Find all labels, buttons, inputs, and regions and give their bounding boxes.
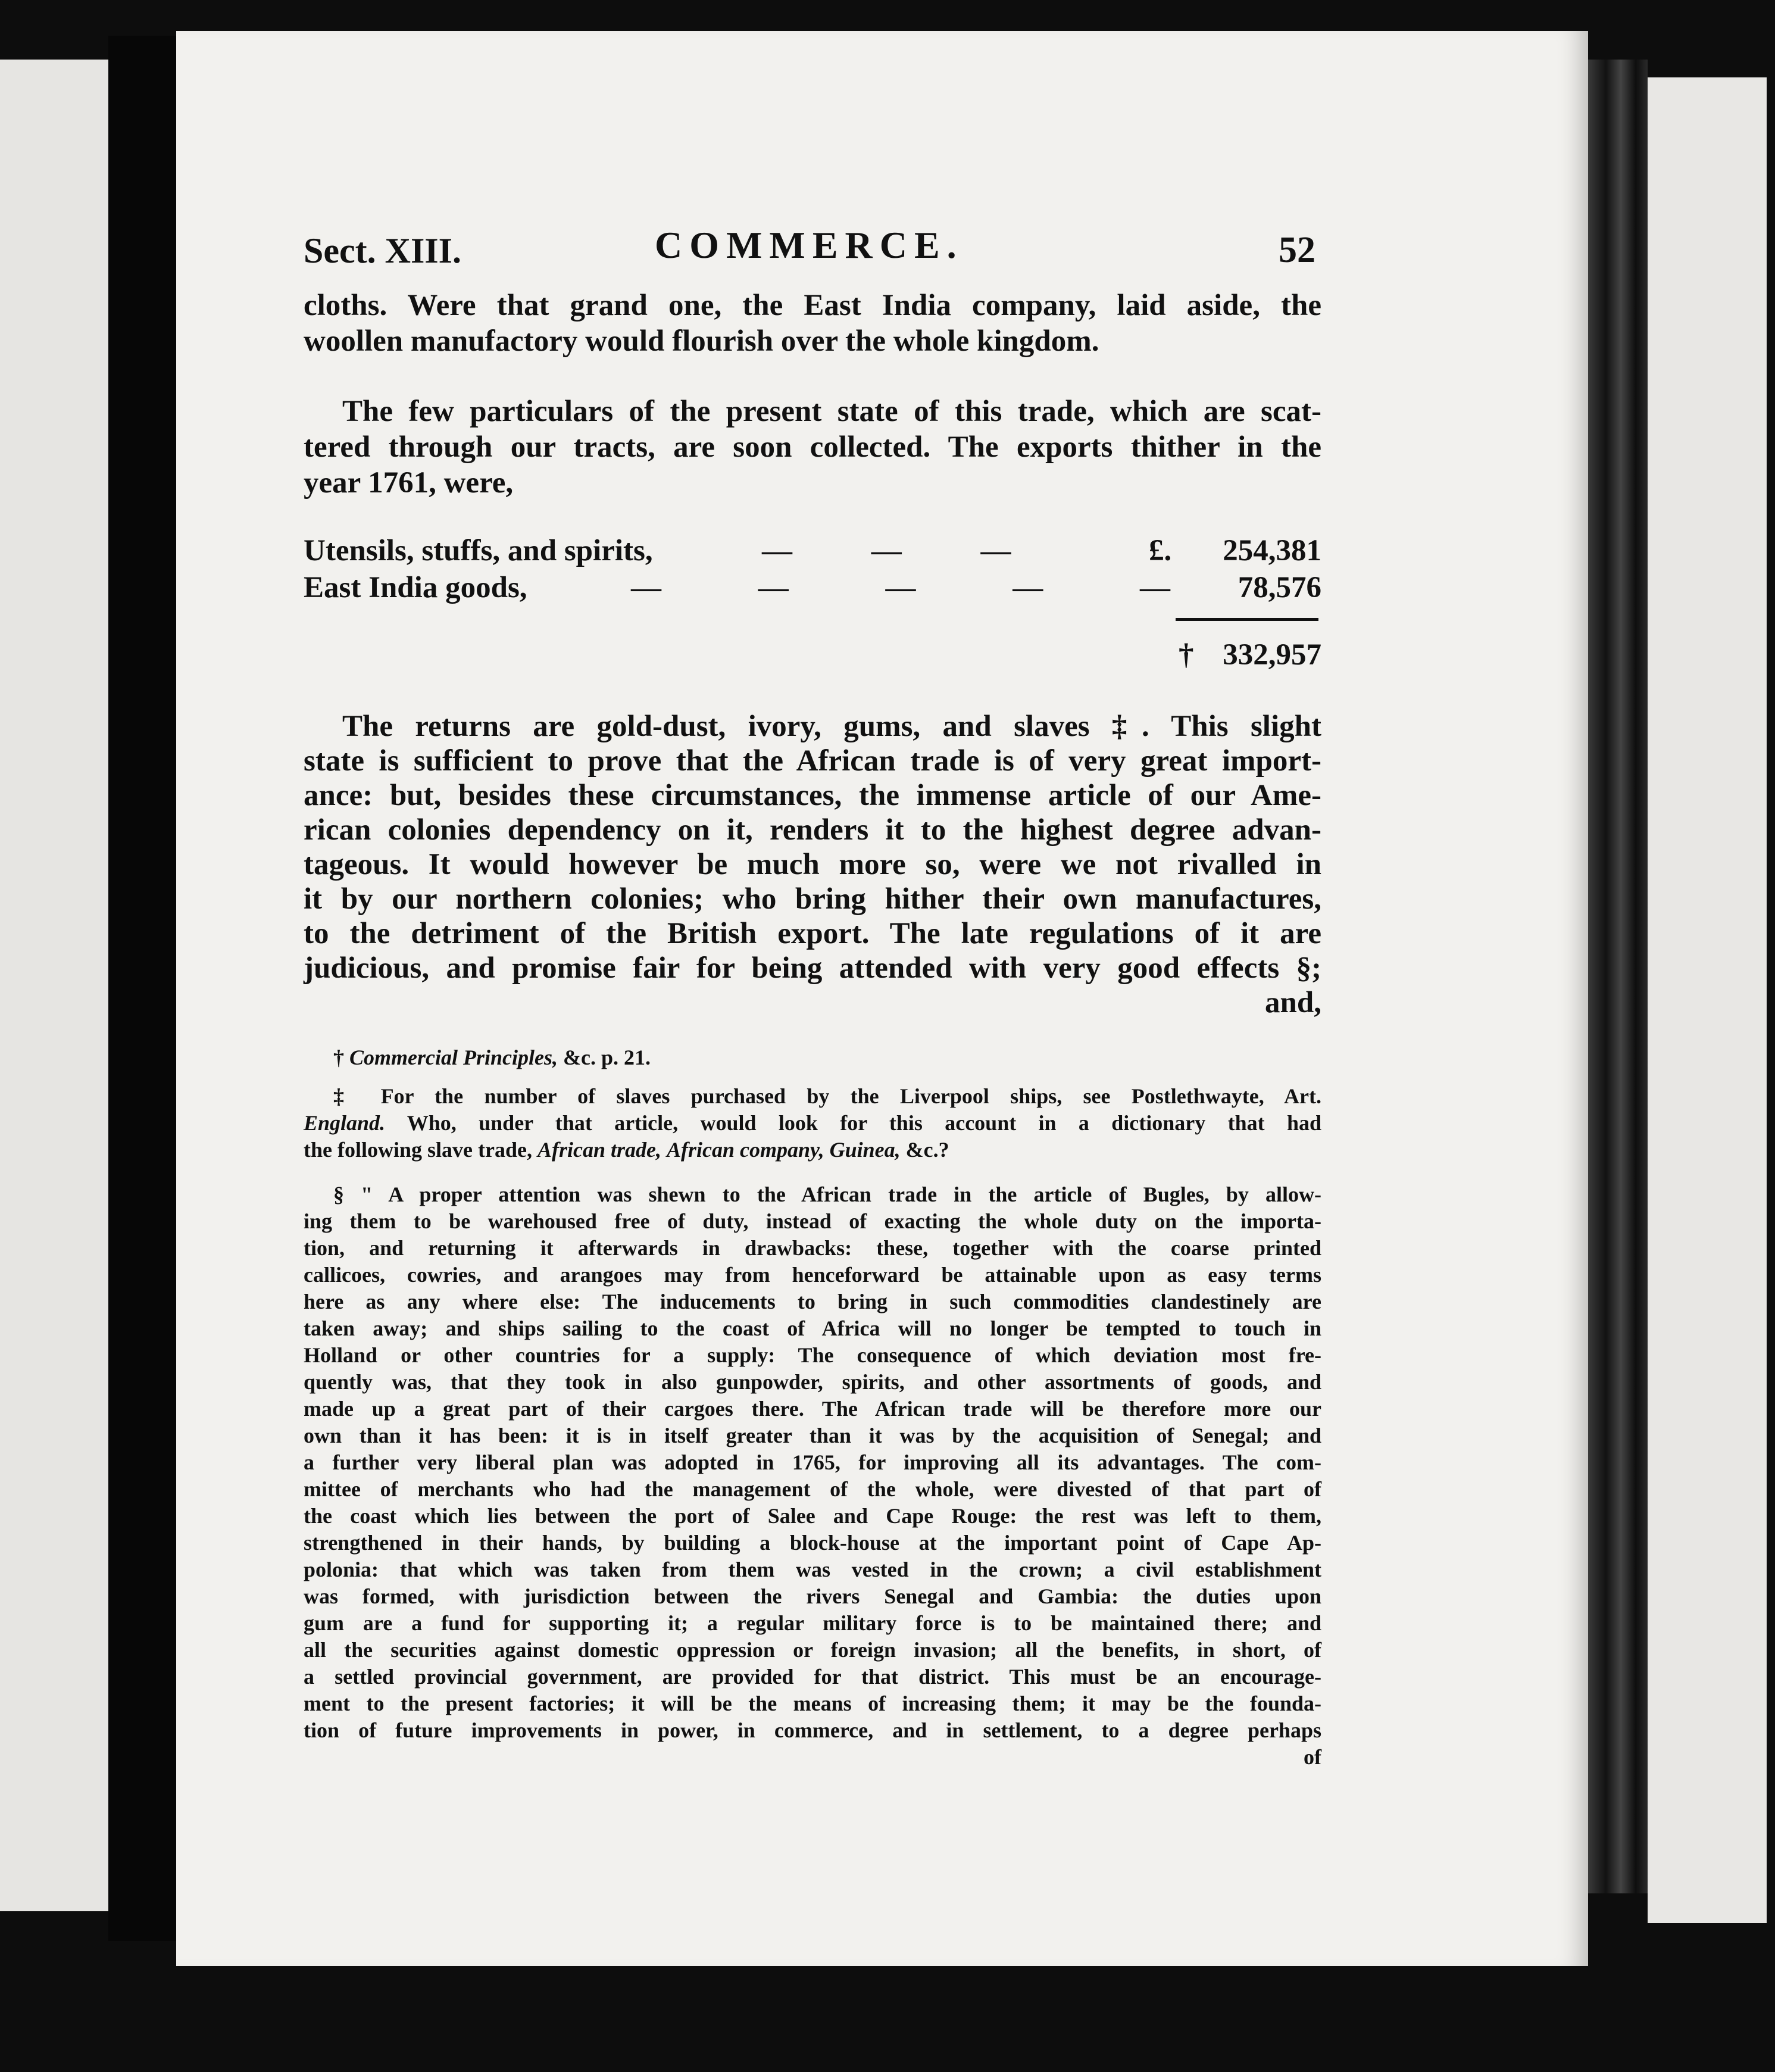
footnote-section-line: taken away; and ships sailing to the coast of Africa will no longer be tempted to touch in xyxy=(304,1316,1321,1340)
running-head xyxy=(304,223,1315,271)
footnote-section-line: ing them to be warehoused free of duty, instead of exacting the whole duty on the importa- xyxy=(304,1209,1321,1233)
export-amount: 78,576 xyxy=(1238,571,1321,604)
previous-page-edge xyxy=(0,60,108,1911)
currency-symbol: £. xyxy=(1149,534,1172,567)
text-line: to the detriment of the British export. The late regulations of it are xyxy=(304,917,1321,950)
page-stack-edge xyxy=(1588,60,1648,1893)
export-total: 332,957 xyxy=(1223,638,1321,672)
text-line: judicious, and promise fair for being attended with very good effects §; xyxy=(304,951,1321,985)
leader-dashes: — — — xyxy=(762,534,1047,567)
export-label: East India goods, xyxy=(304,571,527,604)
running-title: COMMERCE. xyxy=(655,224,964,266)
footnote-title: Commercial Principles, xyxy=(349,1046,558,1069)
text-line: rican colonies dependency on it, renders it to the highest degree advan- xyxy=(304,813,1321,847)
footnote-ddagger-line xyxy=(304,1112,1321,1134)
text-line: tageous. It would however be much more so, were we not rivalled in xyxy=(304,848,1321,881)
footnote-section-line: quently was, that they took in also gunpowder, spirits, and other assortments of goods, and xyxy=(304,1370,1321,1394)
footnote-ddagger-line: ‡ For the number of slaves purchased by the Liverpool ships, see Postlethwayte, Art. xyxy=(333,1084,1321,1108)
footnote-text: the following slave trade, xyxy=(304,1138,532,1162)
footnote-section-line: all the securities against domestic oppression or foreign invasion; all the benefits, in short, of xyxy=(304,1638,1321,1662)
text-line: year 1761, were, xyxy=(304,466,514,500)
catchword: of xyxy=(1304,1745,1321,1769)
text-line: cloths. Were that grand one, the East India company, laid aside, the xyxy=(304,289,1321,322)
footnote-section-line: ment to the present factories; it will be the means of increasing them; it may be the founda- xyxy=(304,1692,1321,1715)
footnote-ddagger-line xyxy=(304,1139,949,1160)
sum-rule xyxy=(1176,618,1318,621)
footnote-section-line: tion, and returning it afterwards in drawbacks: these, together with the coarse printed xyxy=(304,1236,1321,1260)
text-line: The returns are gold-dust, ivory, gums, and slaves ‡. This slight xyxy=(342,710,1321,743)
footnote-section-line: was formed, with jurisdiction between the rivers Senegal and Gambia: the duties upon xyxy=(304,1584,1321,1608)
footnote-text: &c.? xyxy=(905,1138,949,1162)
footnote-section-line: the coast which lies between the port of Salee and Cape Rouge: the rest was left to them, xyxy=(304,1504,1321,1528)
footnote-section-line: own than it has been: it is in itself greater than it was by the acquisition of Senegal; and xyxy=(304,1424,1321,1447)
binding-shadow xyxy=(108,36,176,1941)
text-line: tered through our tracts, are soon collected. The exports thither in the xyxy=(304,430,1321,464)
section-label: Sect. XIII. xyxy=(304,231,461,270)
export-label: Utensils, stuffs, and spirits, xyxy=(304,534,653,567)
italic-term: African trade, xyxy=(537,1138,661,1162)
italic-term: England. xyxy=(304,1111,386,1135)
next-page-edge xyxy=(1648,77,1767,1923)
italic-term: Guinea, xyxy=(829,1138,901,1162)
footnote-section-line: a settled provincial government, are provided for that district. This must be an encourage- xyxy=(304,1665,1321,1689)
footnote-dagger xyxy=(333,1047,651,1068)
footnote-section-line: polonia: that which was taken from them was vested in the crown; a civil establishment xyxy=(304,1558,1321,1581)
footnote-section-line: mittee of merchants who had the management of the whole, were divested of that part of xyxy=(304,1477,1321,1501)
export-amount: 254,381 xyxy=(1223,534,1321,567)
footnote-text: Who, under that article, would look for this account in a dictionary that had xyxy=(407,1111,1321,1135)
text-line: it by our northern colonies; who bring hither their own manufactures, xyxy=(304,882,1321,916)
text-line: state is sufficient to prove that the African trade is of very great import- xyxy=(304,744,1321,778)
footnote-section-line: gum are a fund for supporting it; a regular military force is to be maintained there; and xyxy=(304,1611,1321,1635)
footnote-section-line: callicoes, cowries, and arangoes may from henceforward be attainable upon as easy terms xyxy=(304,1263,1321,1287)
footnote-section-line: Holland or other countries for a supply: The consequence of which deviation most fre- xyxy=(304,1343,1321,1367)
footnote-mark: † xyxy=(333,1046,344,1069)
footnote-section-line: strengthened in their hands, by building a block-house at the important point of Cape Ap- xyxy=(304,1531,1321,1555)
italic-term: African company, xyxy=(666,1138,824,1162)
footnote-section-line: a further very liberal plan was adopted in 1765, for improving all its advantages. The com- xyxy=(304,1450,1321,1474)
footnote-section-line: tion of future improvements in power, in commerce, and in settlement, to a degree perhaps xyxy=(304,1718,1321,1742)
footnote-ref: &c. p. 21. xyxy=(562,1046,651,1069)
leader-dashes: — — — — — xyxy=(631,571,1215,604)
text-line: woollen manufactory would flourish over the whole kingdom. xyxy=(304,324,1099,358)
footnote-section-line: here as any where else: The inducements to bring in such commodities clandestinely are xyxy=(304,1290,1321,1313)
footnote-section-line: § " A proper attention was shewn to the African trade in the article of Bugles, by allow- xyxy=(333,1182,1321,1206)
text-line: The few particulars of the present state of this trade, which are scat- xyxy=(342,395,1321,428)
footnote-section-line: made up a great part of their cargoes there. The African trade will be therefore more our xyxy=(304,1397,1321,1421)
text-line: ance: but, besides these circumstances, the immense article of our Ame- xyxy=(304,779,1321,812)
catchword: and, xyxy=(1265,986,1321,1019)
page-number: 52 xyxy=(1279,230,1315,270)
dagger-mark: † xyxy=(1179,638,1194,672)
